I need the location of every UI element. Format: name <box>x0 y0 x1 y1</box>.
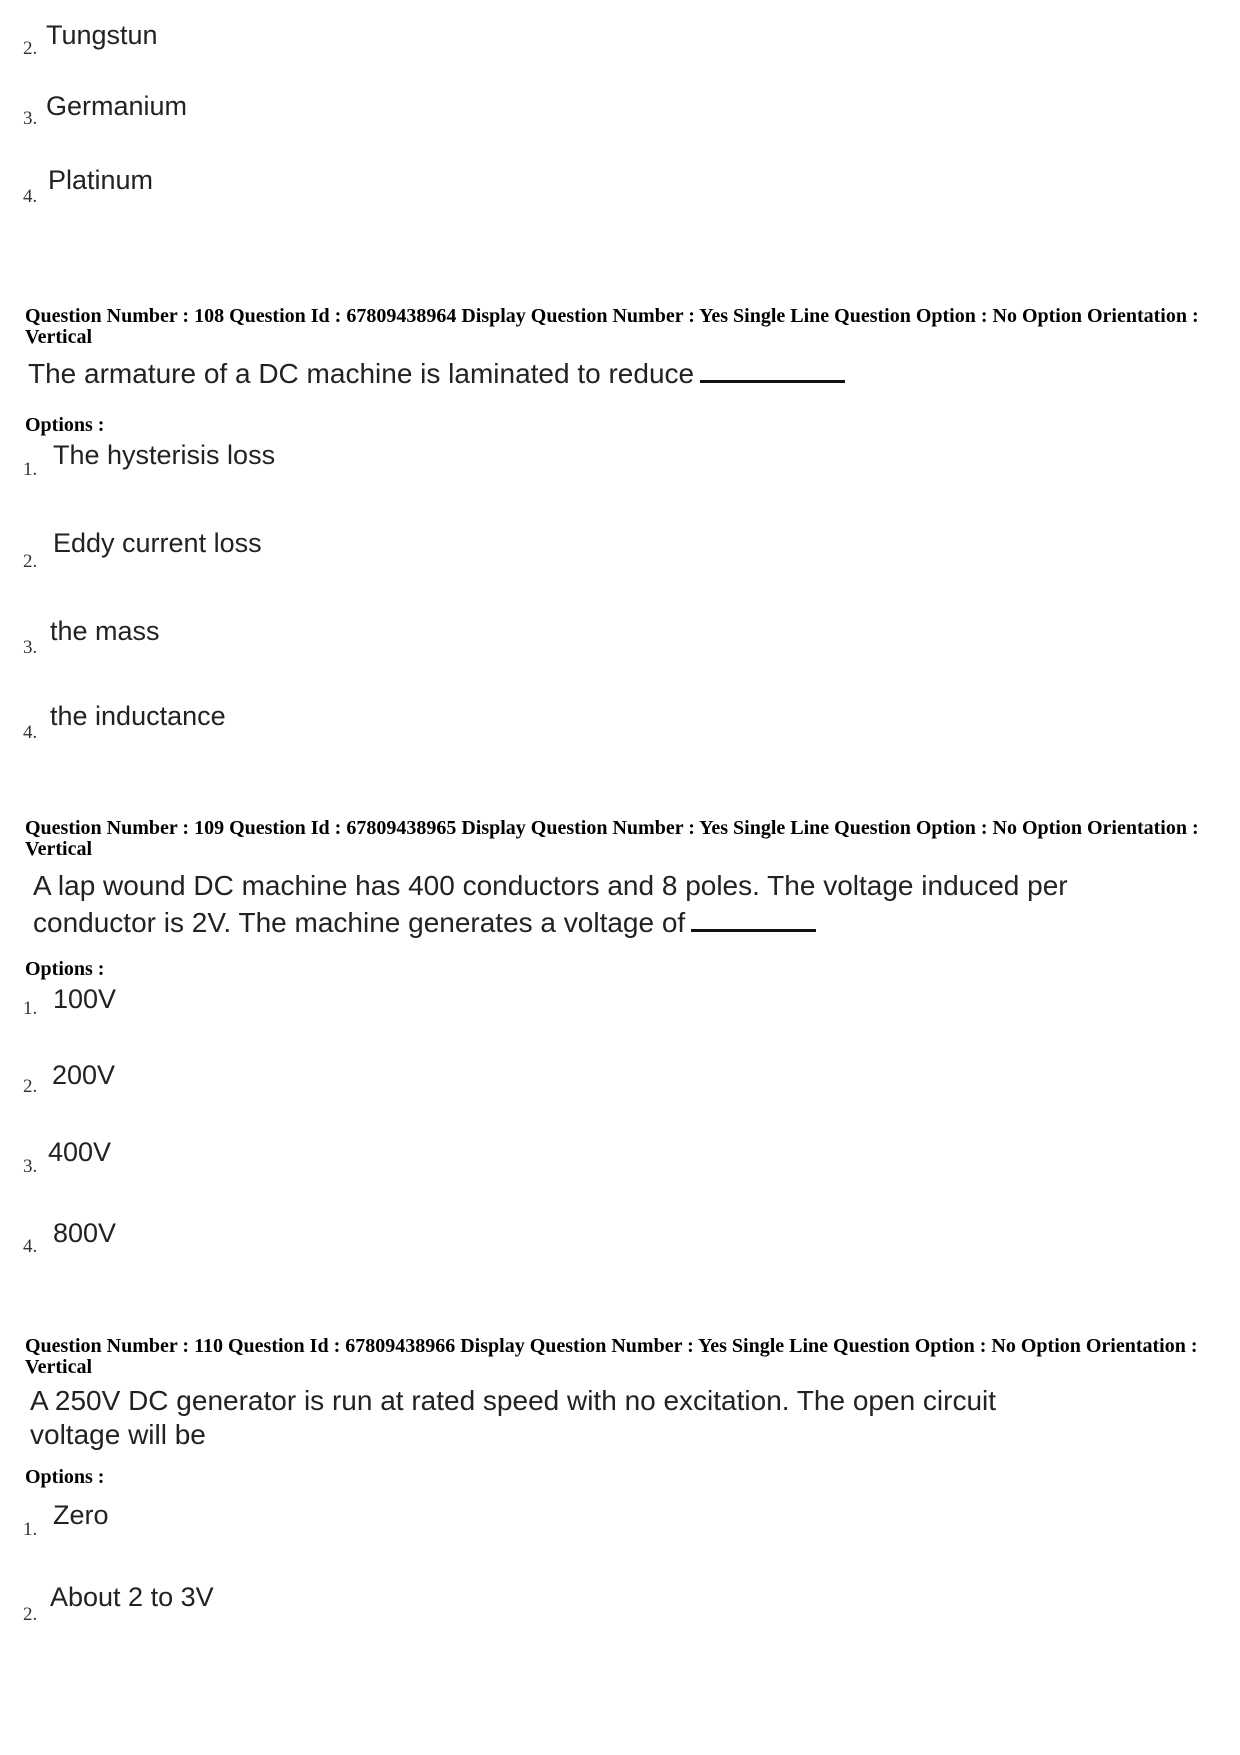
option-number: 4. <box>23 1236 38 1257</box>
question-text-line-wrap <box>33 903 1068 940</box>
option-text: Zero <box>53 1500 109 1530</box>
question-text-line: A lap wound DC machine has 400 conductors and 8 poles. The voltage induced per <box>33 870 1068 901</box>
option-text: Platinum <box>48 165 154 195</box>
option-number: 4. <box>23 722 38 743</box>
option-number: 1. <box>23 459 38 480</box>
option-text: Eddy current loss <box>53 528 262 558</box>
answer-blank <box>700 354 845 383</box>
question-text <box>33 869 1068 940</box>
option-text: 100V <box>53 984 117 1014</box>
option-text: 800V <box>53 1218 117 1248</box>
question-meta: Question Number : 110 Question Id : 67809438966 Display Question Number : Yes Single Line Question Option : No Option Orientation : Vertical <box>25 1335 1198 1378</box>
option-number: 3. <box>23 637 38 658</box>
option-text: the mass <box>50 616 160 646</box>
option-text: 200V <box>52 1060 116 1090</box>
option-number: 2. <box>23 1604 38 1625</box>
options-label: Options : <box>25 958 105 980</box>
question-text-line: conductor is 2V. The machine generates a voltage of <box>33 907 686 938</box>
option-number: 3. <box>23 1156 38 1177</box>
question-meta: Question Number : 108 Question Id : 67809438964 Display Question Number : Yes Single Line Question Option : No Option Orientation : Vertical <box>25 305 1199 348</box>
option-number: 2. <box>23 1076 38 1097</box>
option-text: Germanium <box>46 91 188 121</box>
question-meta: Question Number : 109 Question Id : 67809438965 Display Question Number : Yes Single Line Question Option : No Option Orientation : Vertical <box>25 817 1199 860</box>
options-label: Options : <box>25 414 105 436</box>
option-text: 400V <box>48 1137 112 1167</box>
option-text: the inductance <box>50 701 226 731</box>
question-text-line: A 250V DC generator is run at rated speed with no excitation. The open circuit <box>30 1385 997 1416</box>
option-number: 1. <box>23 998 38 1019</box>
question-text-line: voltage will be <box>30 1419 206 1450</box>
question-text-line: The armature of a DC machine is laminated to reduce <box>28 358 695 389</box>
option-text: About 2 to 3V <box>50 1582 214 1612</box>
option-number: 2. <box>23 38 38 59</box>
option-number: 1. <box>23 1519 38 1540</box>
option-number: 3. <box>23 108 38 129</box>
option-text: Tungstun <box>46 20 158 50</box>
option-number: 4. <box>23 186 38 207</box>
question-text <box>30 1384 996 1452</box>
option-text: The hysterisis loss <box>53 440 276 470</box>
answer-blank <box>691 903 816 932</box>
options-label: Options : <box>25 1466 105 1488</box>
option-number: 2. <box>23 551 38 572</box>
question-text <box>28 354 845 391</box>
